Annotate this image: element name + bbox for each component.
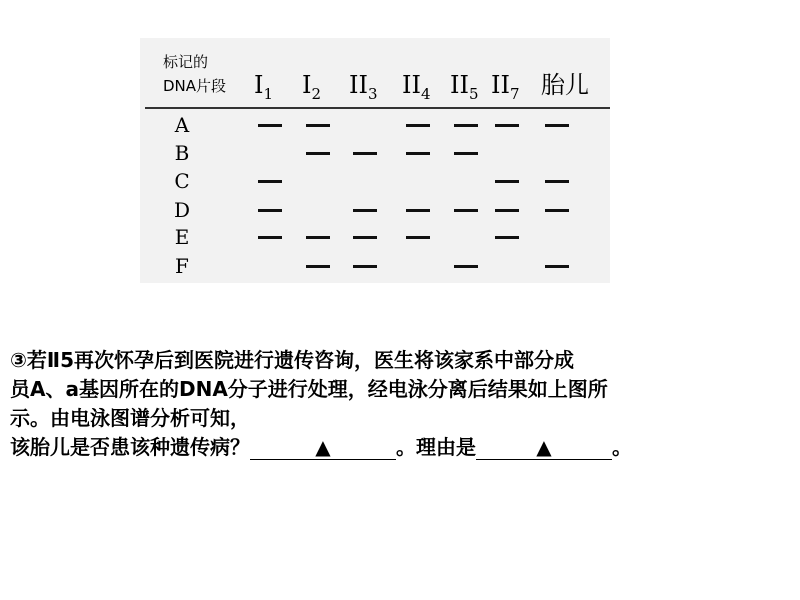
- question-line-3: 示。由电泳图谱分析可知，: [10, 406, 250, 430]
- question-line-4: [10, 433, 795, 462]
- question-line-4-prefix: 该胎儿是否患该种遗传病？: [10, 435, 250, 459]
- column-header-sub: 2: [311, 85, 322, 103]
- band-D-col7: [545, 209, 569, 212]
- column-header-main: II: [491, 71, 510, 99]
- column-header-sub: 1: [263, 85, 274, 103]
- column-header-sub: 7: [509, 85, 520, 103]
- answer-blank-1[interactable]: [250, 435, 396, 460]
- column-header-2: [302, 70, 321, 109]
- band-C-col6: [495, 180, 519, 183]
- band-E-col6: [495, 236, 519, 239]
- band-D-col3: [353, 209, 377, 212]
- band-A-col1: [258, 124, 282, 127]
- band-D-col1: [258, 209, 282, 212]
- band-A-col7: [545, 124, 569, 127]
- column-header-sub: 3: [367, 85, 378, 103]
- band-A-col4: [406, 124, 430, 127]
- band-B-col4: [406, 152, 430, 155]
- blank-2-marker: ▲: [536, 435, 552, 459]
- column-header-sub: 4: [420, 85, 431, 103]
- column-header-7: [541, 70, 589, 100]
- question-line-4-suffix: 。: [612, 435, 632, 459]
- column-header-5: [450, 70, 479, 109]
- band-B-col2: [306, 152, 330, 155]
- band-E-col3: [353, 236, 377, 239]
- column-header-sub: 5: [468, 85, 479, 103]
- header-label-line1: 标记的: [163, 53, 209, 71]
- column-header-1: [254, 70, 273, 109]
- band-D-col6: [495, 209, 519, 212]
- band-A-col5: [454, 124, 478, 127]
- row-label-D: D: [173, 198, 191, 222]
- band-F-col7: [545, 265, 569, 268]
- column-header-main: II: [402, 71, 421, 99]
- column-header-main: I: [302, 71, 312, 99]
- band-F-col5: [454, 265, 478, 268]
- band-F-col2: [306, 265, 330, 268]
- band-B-col3: [353, 152, 377, 155]
- column-header-main: II: [349, 71, 368, 99]
- question-line-4-middle: 。理由是: [396, 435, 476, 459]
- band-B-col5: [454, 152, 478, 155]
- row-label-E: E: [174, 225, 190, 249]
- column-header-main: I: [254, 71, 264, 99]
- band-D-col5: [454, 209, 478, 212]
- band-D-col4: [406, 209, 430, 212]
- column-header-4: [402, 70, 431, 109]
- band-E-col1: [258, 236, 282, 239]
- blank-1-marker: ▲: [315, 435, 331, 459]
- band-A-col2: [306, 124, 330, 127]
- band-C-col7: [545, 180, 569, 183]
- row-label-A: A: [174, 113, 190, 137]
- band-A-col6: [495, 124, 519, 127]
- header-label-line2: DNA片段: [163, 77, 227, 95]
- header-rule: [145, 107, 610, 109]
- column-header-6: [491, 70, 520, 109]
- column-header-3: [349, 70, 378, 109]
- band-F-col3: [353, 265, 377, 268]
- row-label-B: B: [174, 141, 190, 165]
- column-header-main: 胎儿: [541, 71, 589, 99]
- band-E-col2: [306, 236, 330, 239]
- question-text: [10, 346, 795, 462]
- band-C-col1: [258, 180, 282, 183]
- question-line-2: 员A、a基因所在的DNA分子进行处理，经电泳分离后结果如上图所: [10, 377, 608, 401]
- band-E-col4: [406, 236, 430, 239]
- question-line-1: ③若Ⅱ5再次怀孕后到医院进行遗传咨询，医生将该家系中部分成: [10, 348, 575, 372]
- answer-blank-2[interactable]: [476, 435, 612, 460]
- row-label-C: C: [174, 169, 190, 193]
- row-label-F: F: [175, 254, 189, 278]
- column-header-main: II: [450, 71, 469, 99]
